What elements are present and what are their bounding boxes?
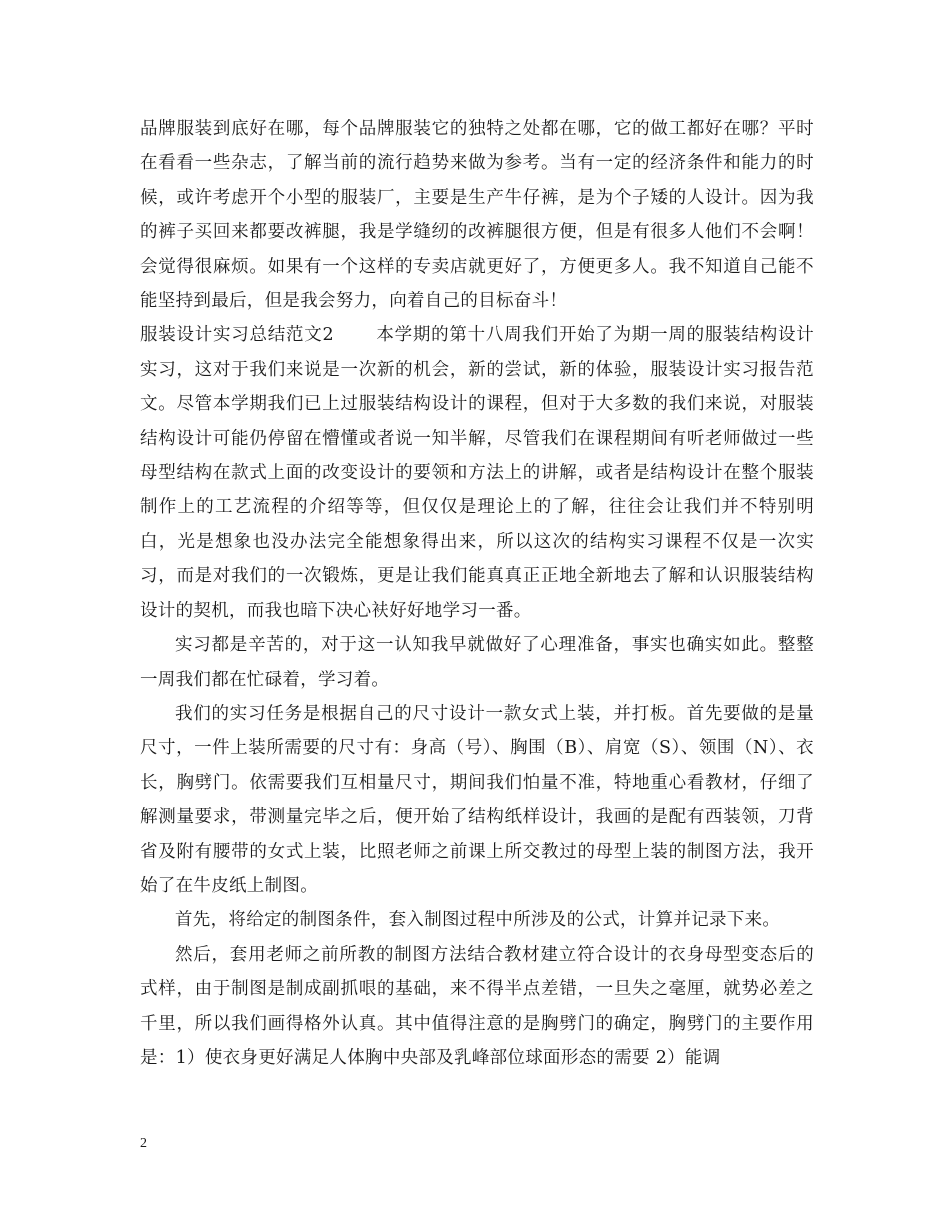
section-intro-text: 本学期的第十八周我们开始了为期一周的服装结构设计实习，这对于我们来说是一次新的机会，新的尝试，新的体验，服装设计实习报告范文。尽管本学期我们已上过服装结构设计的课程，但对于大多数的我们来说，对服装结构设计可能仍停留在懵懂或者说一知半解，尽管我们在课程期间有听老师做过一些母型结构在款式上面的改变设计的要领和方法上的讲解，或者是结构设计在整个服装制作上的工艺流程的介绍等等，但仅仅是理论上的了解，往往会让我们并不特别明白，光是想象也没办法完全能想象得出来，所以这次的结构实习课程不仅是一次实习，而是对我们的一次锻炼，更是让我们能真真正正地全新地去了解和认识服装结构设计的契机，而我也暗下决心衭好好地学习一番。 [140, 325, 814, 621]
paragraph: 实习都是辛苦的，对于这一认知我早就做好了心理准备，事实也确实如此。整整一周我们都在忙碌着，学习着。 [140, 635, 814, 690]
page-number: 2 [140, 1136, 147, 1151]
paragraph: 我们的实习任务是根据自己的尺寸设计一款女式上装，并打板。首先要做的是量尺寸，一件上装所需要的尺寸有：身高（号）、胸围（B）、肩宽（S）、领围（N）、衣长，胸劈门。依需要我们互相量尺寸，期间我们怕量不准，特地重心看教材，仔细了解测量要求，带测量完毕之后，便开始了结构纸样设计，我画的是配有西装领，刀背省及附有腰带的女式上装，比照老师之前课上所交教过的母型上装的制图方法，我开始了在牛皮纸上制图。 [140, 703, 814, 896]
document-body [140, 112, 814, 1075]
section-heading: 服装设计实习总结范文2 [140, 325, 334, 346]
paragraph-continuation: 品牌服装到底好在哪，每个品牌服装它的独特之处都在哪，它的做工都好在哪？平时在看看一些杂志，了解当前的流行趋势来做为参考。当有一定的经济条件和能力的时候，或许考虑开个小型的服装厂，主要是生产牛仔裤，是为个子矮的人设计。因为我的裤子买回来都要改裤腿，我是学缝纫的改裤腿很方便，但是有很多人他们不会啊！会觉得很麻烦。如果有一个这样的专卖店就更好了，方便更多人。我不知道自己能不能坚持到最后，但是我会努力，向着自己的目标奋斗！ [140, 119, 814, 312]
paragraph-section-start [140, 318, 814, 628]
paragraph: 然后，套用老师之前所教的制图方法结合教材建立符合设计的衣身母型变态后的式样，由于制图是制成副抓哏的基础，来不得半点差错，一旦失之毫厘，就势必差之千里，所以我们画得格外认真。其中值得注意的是胸劈门的确定，胸劈门的主要作用是：1）使衣身更好满足人体胸中央部及乳峰部位球面形态的需要 2）能调 [140, 944, 814, 1068]
paragraph: 首先，将给定的制图条件，套入制图过程中所涉及的公式，计算并记录下来。 [175, 910, 781, 931]
